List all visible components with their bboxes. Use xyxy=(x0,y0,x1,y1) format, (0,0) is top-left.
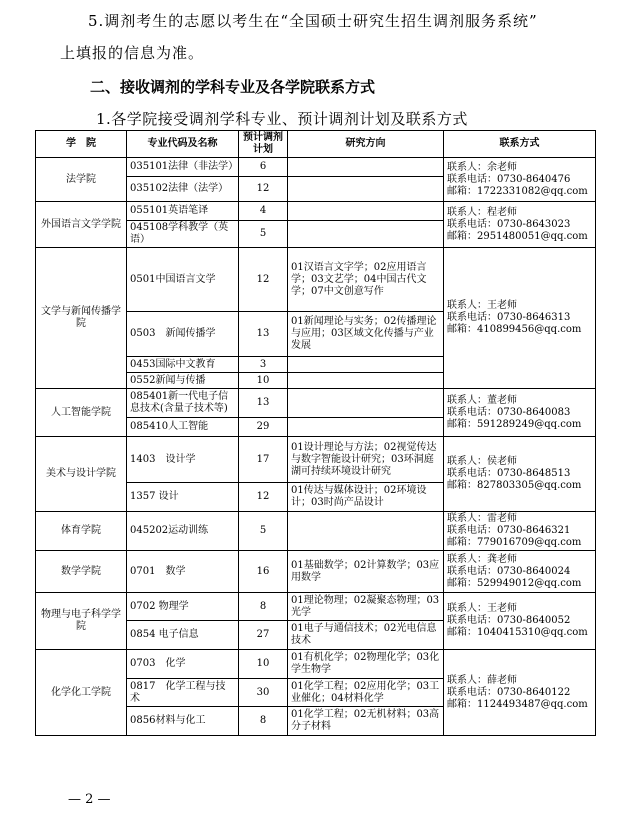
contact-line: 联系电话：0730-8640476 xyxy=(447,173,571,185)
adjustment-table xyxy=(35,130,596,736)
plan-count: 8 xyxy=(239,593,288,621)
contact-line: 联系电话：0730-8640122 xyxy=(447,686,571,698)
research-direction: 01有机化学；02物理化学；03化学生物学 xyxy=(288,650,444,679)
contact-line: 联系人：雷老师 xyxy=(447,513,517,524)
contact-line: 联系电话：0730-8640083 xyxy=(447,406,571,418)
research-direction: 01电子与通信技术；02光电信息技术 xyxy=(288,621,444,650)
subsection-heading: 1.各学院接受调剂学科专业、预计调剂计划及联系方式 xyxy=(96,110,468,128)
contact-info xyxy=(444,512,596,551)
contact-line: 邮箱：529949012@qq.com xyxy=(447,577,582,589)
major-name: 0453国际中文教育 xyxy=(127,357,239,373)
contact-line: 联系电话：0730-8643023 xyxy=(447,218,571,230)
table-row xyxy=(36,202,596,221)
contact-info xyxy=(444,389,596,437)
plan-count: 8 xyxy=(239,707,288,736)
table-row xyxy=(36,389,596,418)
college-name: 法学院 xyxy=(36,158,127,202)
plan-count: 6 xyxy=(239,158,288,177)
college-name: 数学学院 xyxy=(36,551,127,593)
research-direction xyxy=(288,177,444,202)
header-contact: 联系方式 xyxy=(444,131,596,158)
major-name: 0701 数学 xyxy=(127,551,239,593)
major-name: 045202运动训练 xyxy=(127,512,239,551)
major-name: 0503 新闻传播学 xyxy=(127,312,239,357)
contact-info xyxy=(444,202,596,248)
contact-line: 联系电话：0730-8640024 xyxy=(447,565,571,577)
contact-line: 联系电话：0730-8646321 xyxy=(447,525,571,536)
college-name: 物理与电子科学学院 xyxy=(36,593,127,650)
college-name: 外国语言文学学院 xyxy=(36,202,127,248)
research-direction: 01理论物理；02凝聚态物理；03光学 xyxy=(288,593,444,621)
table-row xyxy=(36,248,596,312)
research-direction xyxy=(288,389,444,418)
plan-count: 12 xyxy=(239,177,288,202)
plan-count: 10 xyxy=(239,373,288,389)
plan-count: 5 xyxy=(239,221,288,248)
research-direction xyxy=(288,357,444,373)
plan-count: 13 xyxy=(239,389,288,418)
college-name: 人工智能学院 xyxy=(36,389,127,437)
contact-line: 邮箱：827803305@qq.com xyxy=(447,480,582,491)
contact-line: 联系电话：0730-8640052 xyxy=(447,615,571,626)
plan-count: 13 xyxy=(239,312,288,357)
table-row xyxy=(36,437,596,483)
research-direction: 01化学工程；02无机材料；03高分子材料 xyxy=(288,707,444,736)
table-row xyxy=(36,593,596,621)
research-direction xyxy=(288,202,444,221)
plan-count: 12 xyxy=(239,248,288,312)
research-direction: 01基础数学；02计算数学；03应用数学 xyxy=(288,551,444,593)
header-direction: 研究方向 xyxy=(288,131,444,158)
header-plan: 预计调剂计划 xyxy=(239,131,288,158)
contact-info xyxy=(444,248,596,389)
major-name: 0854 电子信息 xyxy=(127,621,239,650)
contact-line: 联系人：王老师 xyxy=(447,603,517,614)
table-body xyxy=(36,158,596,736)
major-name: 0552新闻与传播 xyxy=(127,373,239,389)
major-name: 0702 物理学 xyxy=(127,593,239,621)
contact-line: 联系电话：0730-8646313 xyxy=(447,312,571,323)
research-direction: 01设计理论与方法；02视觉传达与数字智能设计研究；03环洞庭湖可持续环境设计研究 xyxy=(288,437,444,483)
major-name: 1403 设计学 xyxy=(127,437,239,483)
contact-line: 联系人：董老师 xyxy=(447,394,517,406)
research-direction xyxy=(288,221,444,248)
plan-count: 5 xyxy=(239,512,288,551)
college-name: 化学化工学院 xyxy=(36,650,127,736)
contact-line: 邮箱：1040415310@qq.com xyxy=(447,627,588,638)
contact-info xyxy=(444,593,596,650)
plan-count: 3 xyxy=(239,357,288,373)
plan-count: 12 xyxy=(239,483,288,512)
contact-line: 联系人：程老师 xyxy=(447,206,517,218)
plan-count: 17 xyxy=(239,437,288,483)
table-row xyxy=(36,650,596,679)
contact-line: 联系人：薛老师 xyxy=(447,674,517,686)
plan-count: 30 xyxy=(239,679,288,707)
research-direction: 01汉语言文字学；02应用语言学；03文艺学；04中国古代文学；07中文创意写作 xyxy=(288,248,444,312)
table-row xyxy=(36,512,596,551)
contact-line: 邮箱：410899456@qq.com xyxy=(447,324,582,335)
major-name: 045108学科教学（英语） xyxy=(127,221,239,248)
major-name: 0856材料与化工 xyxy=(127,707,239,736)
plan-count: 4 xyxy=(239,202,288,221)
research-direction xyxy=(288,418,444,437)
major-name: 035101法律（非法学） xyxy=(127,158,239,177)
major-name: 0817 化学工程与技术 xyxy=(127,679,239,707)
contact-line: 邮箱：2951480051@qq.com xyxy=(447,230,588,242)
table-row xyxy=(36,158,596,177)
table-header-row xyxy=(36,131,596,158)
major-name: 035102法律（法学） xyxy=(127,177,239,202)
intro-line-5: 5.调剂考生的志愿以考生在“全国硕士研究生招生调剂服务系统” xyxy=(88,12,538,30)
header-major: 专业代码及名称 xyxy=(127,131,239,158)
research-direction xyxy=(288,512,444,551)
major-name: 1357 设计 xyxy=(127,483,239,512)
contact-line: 邮箱：779016709@qq.com xyxy=(447,537,582,548)
research-direction: 01传达与媒体设计；02环境设计；03时尚产品设计 xyxy=(288,483,444,512)
contact-line: 联系人：龚老师 xyxy=(447,553,517,565)
research-direction xyxy=(288,373,444,389)
contact-line: 邮箱：1124493487@qq.com xyxy=(447,698,588,710)
research-direction: 01化学工程；02应用化学；03工业催化；04材料化学 xyxy=(288,679,444,707)
contact-line: 联系人：侯老师 xyxy=(447,456,517,467)
contact-info xyxy=(444,437,596,512)
major-name: 055101英语笔译 xyxy=(127,202,239,221)
plan-count: 29 xyxy=(239,418,288,437)
major-name: 085401新一代电子信息技术(含量子技术等) xyxy=(127,389,239,418)
college-name: 美术与设计学院 xyxy=(36,437,127,512)
contact-info xyxy=(444,650,596,736)
college-name: 体育学院 xyxy=(36,512,127,551)
major-name: 085410人工智能 xyxy=(127,418,239,437)
plan-count: 16 xyxy=(239,551,288,593)
major-name: 0703 化学 xyxy=(127,650,239,679)
plan-count: 27 xyxy=(239,621,288,650)
contact-line: 邮箱：591289249@qq.com xyxy=(447,418,582,430)
major-name: 0501中国语言文学 xyxy=(127,248,239,312)
research-direction: 01新闻理论与实务；02传播理论与应用；03区域文化传播与产业发展 xyxy=(288,312,444,357)
contact-line: 联系人：王老师 xyxy=(447,300,517,311)
header-college: 学 院 xyxy=(36,131,127,158)
contact-info xyxy=(444,158,596,202)
contact-info xyxy=(444,551,596,593)
table-row xyxy=(36,551,596,593)
contact-line: 联系电话：0730-8648513 xyxy=(447,468,571,479)
contact-line: 邮箱：1722331082@qq.com xyxy=(447,185,588,197)
section-heading: 二、接收调剂的学科专业及各学院联系方式 xyxy=(90,78,376,96)
research-direction xyxy=(288,158,444,177)
college-name: 文学与新闻传播学院 xyxy=(36,248,127,389)
page-number: — 2 — xyxy=(68,792,111,807)
plan-count: 10 xyxy=(239,650,288,679)
contact-line: 联系人：余老师 xyxy=(447,161,517,173)
intro-line-5-continued: 上填报的信息为准。 xyxy=(60,44,205,62)
